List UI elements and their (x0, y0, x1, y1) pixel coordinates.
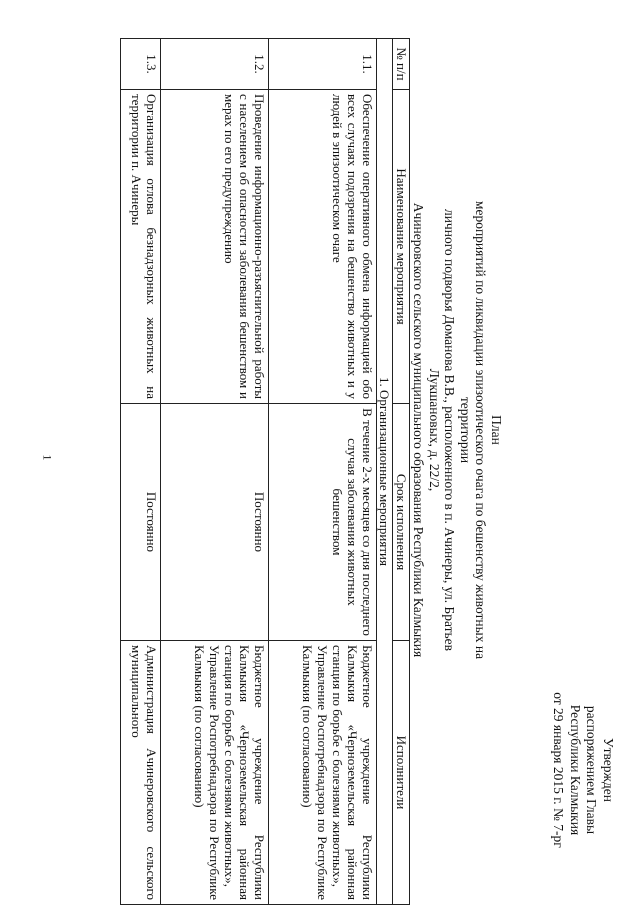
approval-line: распоряжением Главы (584, 705, 600, 835)
approval-line: от 29 января 2015 г. № 7-рг (551, 692, 567, 848)
title-line: План (489, 415, 504, 445)
exec-line: Бюджетное учреждение Республики Калмыкия «Черноземельская районная станция по борьбе с болезнями животных», (330, 645, 375, 900)
row-name: Проведение информационно-разъяснительной работы с населением об опасности заболевания бешенством и мерах по его предупреждению (161, 90, 269, 404)
header-name: Наименование мероприятия (393, 90, 410, 404)
header-exec: Исполнители (393, 641, 410, 905)
row-name: Обеспечение оперативного обмена информацией обо всех случаях подозрения на бешенство животных и у людей в эпизоотическом очаге (269, 90, 377, 404)
approval-line: Утвержден (601, 738, 616, 802)
row-num: 1.2. (161, 39, 269, 90)
approval-block (550, 675, 616, 865)
row-term: Постоянно (161, 404, 269, 641)
section-title: 1. Организационные мероприятия (377, 39, 393, 905)
document-title (411, 170, 504, 690)
table-header-row (393, 39, 410, 905)
page-number: 1 (40, 454, 55, 461)
header-num: № п/п (393, 39, 410, 90)
exec-line: Бюджетное учреждение Республики Калмыкия «Черноземельская районная станция по борьбе с болезнями животных», (222, 645, 267, 900)
plan-table (120, 38, 410, 905)
exec-line: Управление Роспотребнадзора по Республике Калмыкия (по согласованию) (192, 645, 222, 900)
exec-line: Администрация Ачинеровского сельского муниципального (129, 645, 159, 900)
exec-line: Управление Роспотребнадзора по Республике Калмыкия (по согласованию) (300, 645, 330, 900)
row-exec (161, 641, 269, 905)
title-line: мероприятий по ликвидации эпизоотического очага по бешенству животных на территории (458, 200, 489, 660)
approval-line: Республики Калмыкия (568, 704, 583, 836)
row-num: 1.3. (121, 39, 161, 90)
header-term: Срок исполнения (393, 404, 410, 641)
table-row (269, 39, 377, 905)
row-exec (121, 641, 161, 905)
row-exec (269, 641, 377, 905)
section-row (377, 39, 393, 905)
table-row (121, 39, 161, 905)
row-num: 1.1. (269, 39, 377, 90)
table-row (161, 39, 269, 905)
row-term: Постоянно (121, 404, 161, 641)
row-name: Организация отлова безнадзорных животных на территории п. Ачинеры (121, 90, 161, 404)
title-line: Ачинеровского сельского муниципального образования Республики Калмыкия (411, 202, 427, 658)
row-term: В течение 2-х месяцев со дня последнего случая заболевания животных бешенством (269, 404, 377, 641)
document-sheet (20, 10, 620, 900)
title-line: личного подворья Доманова В.В., расположенного в п. Ачинеры, ул. Братьев Лукшановых, д. 22/2, (427, 208, 458, 652)
